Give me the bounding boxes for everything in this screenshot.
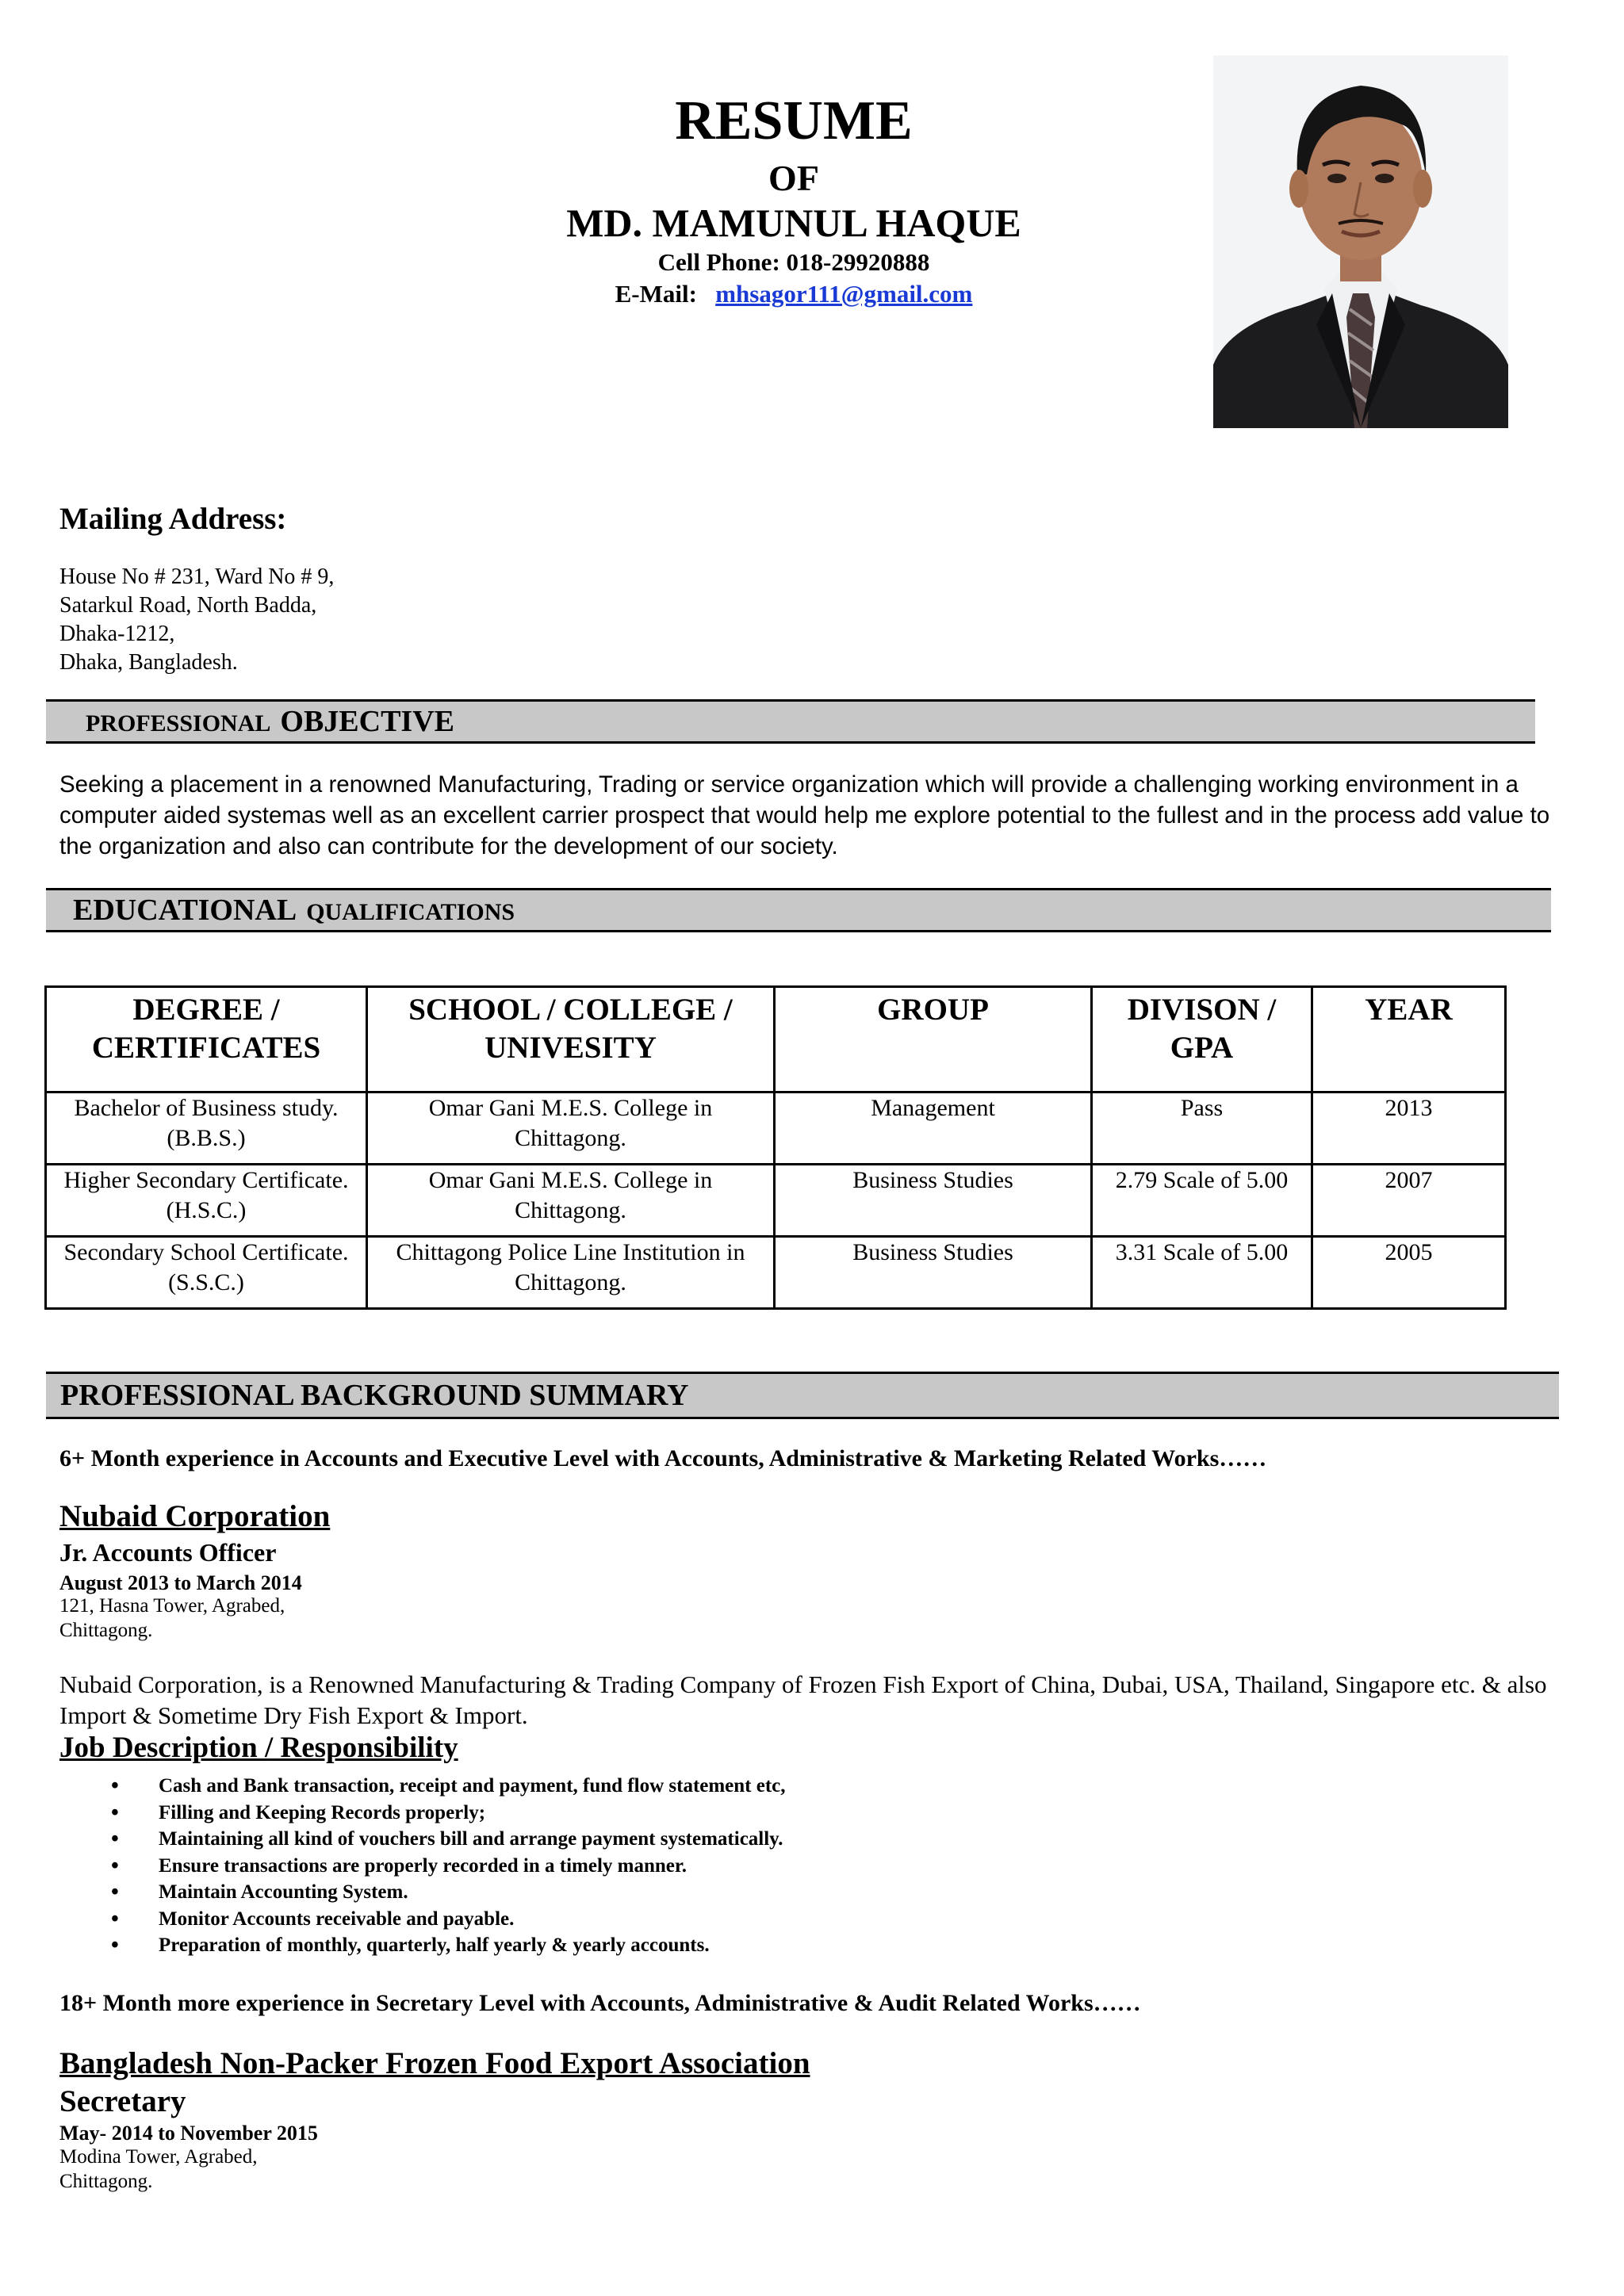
job-description-heading: Job Description / Responsibility xyxy=(59,1732,458,1764)
list-item: • Cash and Bank transaction, receipt and payment, fund flow statement etc, xyxy=(111,1773,786,1800)
mailing-address-heading: Mailing Address: xyxy=(59,502,287,536)
resume-title: RESUME xyxy=(675,90,913,151)
heading-small-text: PROFESSIONAL xyxy=(86,710,271,737)
table-cell: 2005 xyxy=(1312,1237,1506,1309)
list-item: • Ensure transactions are properly recorded in a timely manner. xyxy=(111,1853,786,1880)
address-line: Dhaka, Bangladesh. xyxy=(59,650,238,675)
company-description: Nubaid Corporation, is a Renowned Manufacturing & Trading Company of Frozen Fish Export of China, Dubai, USA, Thailand, Singapore etc. & also Import & Sometime Dry Fish Export & Import. xyxy=(59,1670,1547,1729)
experience-summary: 6+ Month experience in Accounts and Executive Level with Accounts, Administrative & Marketing Related Works…… xyxy=(59,1445,1267,1471)
table-cell: 2007 xyxy=(1312,1165,1506,1237)
column-header-year: YEAR xyxy=(1312,987,1506,1093)
objective-section-heading xyxy=(46,699,1535,744)
resume-of: OF xyxy=(768,158,819,198)
address-line: Satarkul Road, North Badda, xyxy=(59,593,317,618)
heading-big-text: EDUCATIONAL xyxy=(73,894,297,927)
table-cell: 2013 xyxy=(1312,1093,1506,1165)
cell-phone: Cell Phone: 018-29920888 xyxy=(657,248,930,276)
column-header-group: GROUP xyxy=(775,987,1092,1093)
heading-big-text: OBJECTIVE xyxy=(280,705,455,738)
table-cell: Business Studies xyxy=(775,1237,1092,1309)
objective-text: Seeking a placement in a renowned Manufacturing, Trading or service organization which will provide a challenging working environment in a computer aided systemas well as an excellent carrier prospect that would help me explore potential to the fullest and in the process add value to the organization and also can contribute for the development of our society. xyxy=(59,771,1550,859)
email-link[interactable]: mhsagor111@gmail.com xyxy=(715,280,973,308)
job-dates: May- 2014 to November 2015 xyxy=(59,2122,318,2145)
professional-section-heading: PROFESSIONAL BACKGROUND SUMMARY xyxy=(46,1372,1559,1419)
table-row xyxy=(46,1093,1506,1165)
table-row xyxy=(46,1165,1506,1237)
table-header-row xyxy=(46,987,1506,1093)
list-item: • Maintain Accounting System. xyxy=(111,1879,786,1906)
job-title: Secretary xyxy=(59,2084,186,2118)
responsibility-list xyxy=(111,1773,786,1959)
column-header-degree: DEGREE / CERTIFICATES xyxy=(46,987,367,1093)
table-cell: Higher Secondary Certificate. (H.S.C.) xyxy=(46,1165,367,1237)
job-dates: August 2013 to March 2014 xyxy=(59,1571,302,1594)
address-line: 121, Hasna Tower, Agrabed, xyxy=(59,1595,285,1617)
company-address xyxy=(59,1594,285,1643)
list-item: • Maintaining all kind of vouchers bill and arrange payment systematically. xyxy=(111,1826,786,1853)
email-label: E-Mail: xyxy=(615,280,697,308)
table-cell: Bachelor of Business study. (B.B.S.) xyxy=(46,1093,367,1165)
company-name: Nubaid Corporation xyxy=(59,1499,331,1533)
table-cell: Management xyxy=(775,1093,1092,1165)
company-address xyxy=(59,2145,258,2194)
table-row xyxy=(46,1237,1506,1309)
heading-small-text: QUALIFICATIONS xyxy=(306,899,515,925)
candidate-name: MD. MAMUNUL HAQUE xyxy=(566,201,1021,245)
table-cell: Business Studies xyxy=(775,1165,1092,1237)
address-line: Chittagong. xyxy=(59,1620,153,1641)
list-item: • Monitor Accounts receivable and payable. xyxy=(111,1906,786,1933)
table-cell: Chittagong Police Line Institution in Chittagong. xyxy=(367,1237,775,1309)
experience-summary: 18+ Month more experience in Secretary Level with Accounts, Administrative & Audit Related Works…… xyxy=(59,1990,1141,2016)
mailing-address xyxy=(59,563,334,677)
table-cell: Pass xyxy=(1092,1093,1312,1165)
education-section-heading xyxy=(46,888,1551,932)
table-cell: 3.31 Scale of 5.00 xyxy=(1092,1237,1312,1309)
job-title: Jr. Accounts Officer xyxy=(59,1538,277,1567)
table-cell: Omar Gani M.E.S. College in Chittagong. xyxy=(367,1165,775,1237)
company-name: Bangladesh Non-Packer Frozen Food Export Association xyxy=(59,2046,810,2080)
column-header-division: DIVISON / GPA xyxy=(1092,987,1312,1093)
address-line: Dhaka-1212, xyxy=(59,622,175,646)
portrait-icon xyxy=(1213,55,1508,428)
portrait-photo xyxy=(1213,55,1508,428)
address-line: Chittagong. xyxy=(59,2171,153,2192)
column-header-institution: SCHOOL / COLLEGE / UNIVESITY xyxy=(367,987,775,1093)
list-item: • Preparation of monthly, quarterly, half yearly & yearly accounts. xyxy=(111,1932,786,1959)
list-item: • Filling and Keeping Records properly; xyxy=(111,1800,786,1827)
table-cell: Secondary School Certificate. (S.S.C.) xyxy=(46,1237,367,1309)
address-line: House No # 231, Ward No # 9, xyxy=(59,564,335,589)
table-cell: 2.79 Scale of 5.00 xyxy=(1092,1165,1312,1237)
education-table xyxy=(44,985,1507,1310)
table-cell: Omar Gani M.E.S. College in Chittagong. xyxy=(367,1093,775,1165)
address-line: Modina Tower, Agrabed, xyxy=(59,2146,258,2168)
